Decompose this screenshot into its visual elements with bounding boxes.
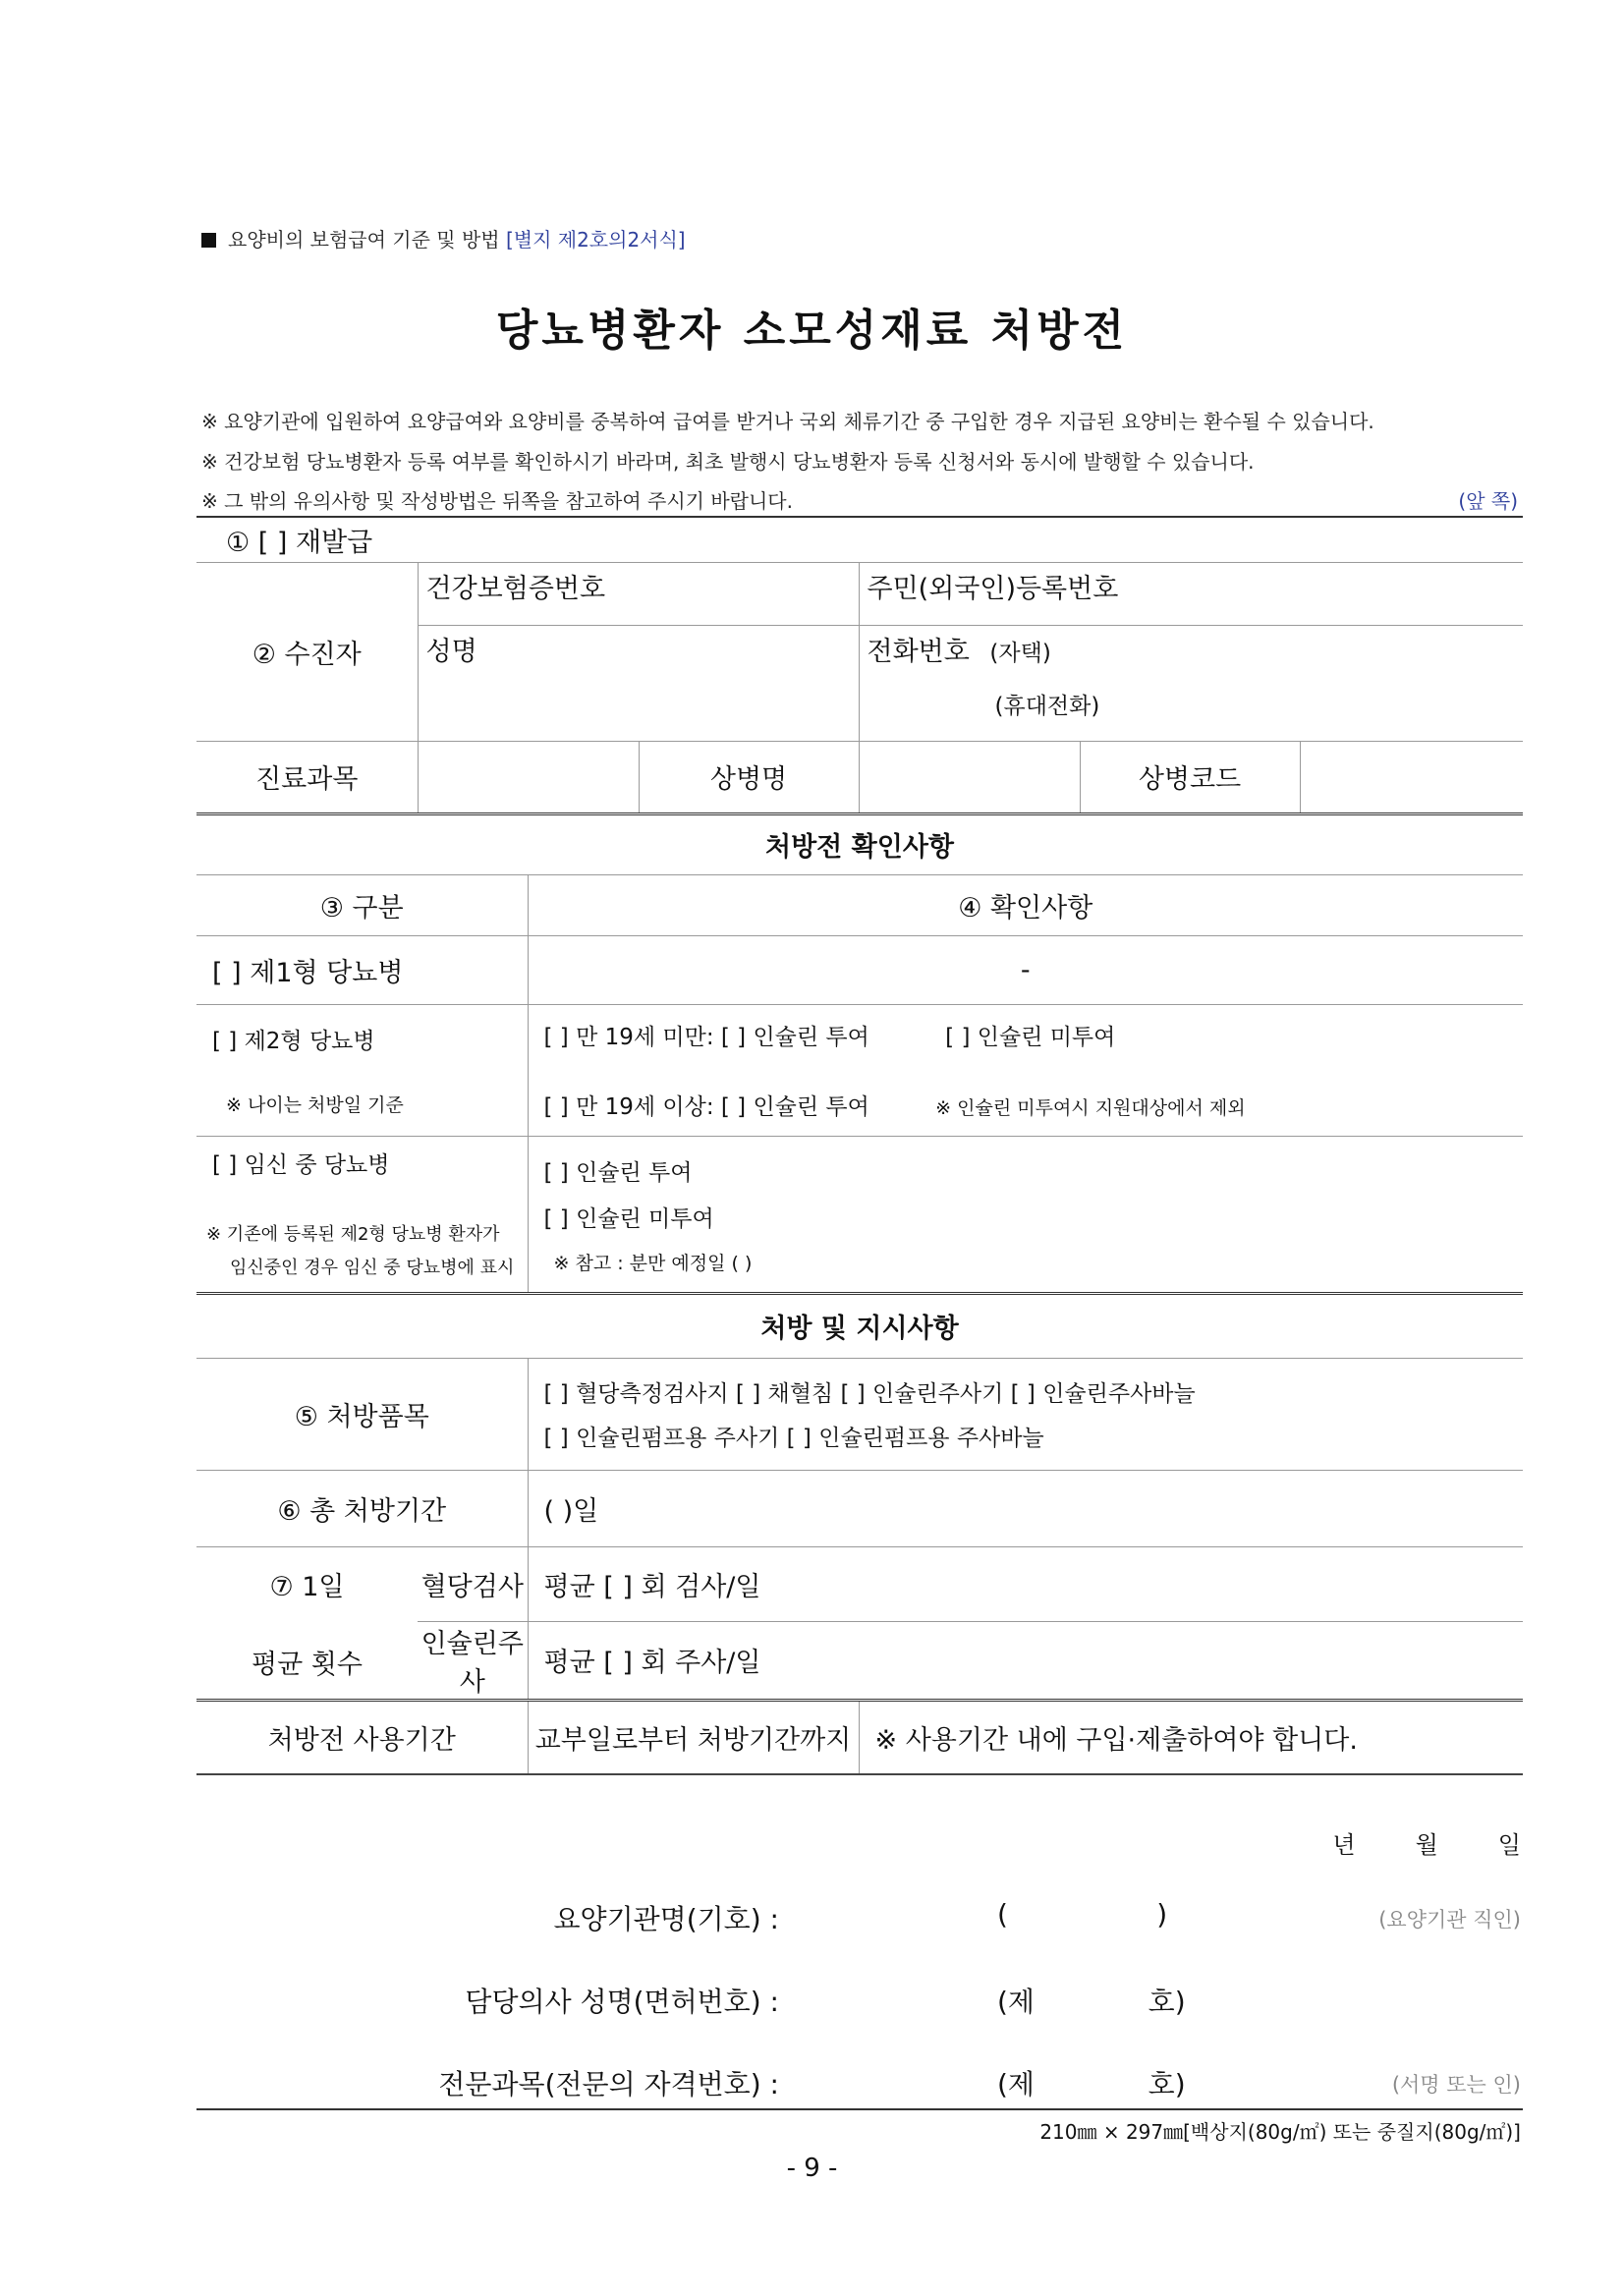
dept-label: 진료과목: [196, 741, 418, 813]
under19-checkbox[interactable]: [ ] 만 19세 미만: [ ] 인슐린 투여: [543, 1025, 869, 1050]
period-field[interactable]: ( )일: [528, 1470, 1523, 1546]
period-label: ⑥ 총 처방기간: [196, 1470, 528, 1546]
confirm-col-details: ④ 확인사항: [528, 874, 1523, 935]
signature-note: (서명 또는 인): [1391, 2073, 1521, 2097]
disease-code-field[interactable]: [1300, 741, 1523, 813]
glucose-label: 혈당검사: [418, 1546, 528, 1621]
institution-label: 요양기관명(기호) :: [553, 1903, 779, 1935]
pregnancy-checkbox[interactable]: [ ] 임신 중 당뇨병: [212, 1151, 390, 1178]
over19-option: [544, 1089, 1524, 1121]
preg-insulin-checkbox[interactable]: [ ] 인슐린 투여: [543, 1159, 693, 1186]
phone-mobile-label: (휴대전화): [994, 693, 1100, 719]
institution-field[interactable]: ( ): [997, 1898, 1168, 1931]
form-header: [201, 224, 686, 252]
notice-line: ※ 건강보험 당뇨병환자 등록 여부를 확인하시기 바라며, 최초 발행시 당뇨병환자 등록 신청서와 동시에 발행할 수 있습니다.: [201, 450, 1255, 474]
prescription-section-title: 처방 및 지시사항: [196, 1293, 1523, 1358]
phone-field[interactable]: [859, 625, 1523, 741]
daily-label-2: 평균 횟수: [252, 1649, 363, 1680]
institution-seal-note: (요양기관 직인): [1378, 1908, 1521, 1932]
items-label: ⑤ 처방품목: [196, 1358, 528, 1470]
specialty-label: 전문과목(전문의 자격번호) :: [438, 2068, 779, 2100]
over19-note: ※ 인슐린 미투여시 지원대상에서 제외: [935, 1097, 1246, 1119]
items-checkbox-row-1[interactable]: [ ] 혈당측정검사지 [ ] 채혈침 [ ] 인슐린주사기 [ ] 인슐린주사바늘: [543, 1381, 1196, 1407]
usage-label: 처방전 사용기간: [196, 1700, 528, 1774]
header-text: 요양비의 보험급여 기준 및 방법: [228, 228, 500, 252]
insulin-count-field[interactable]: 평균 [ ] 회 주사/일: [528, 1621, 1523, 1700]
phone-label: 전화번호: [867, 636, 970, 667]
disease-code-label: 상병코드: [1080, 741, 1300, 813]
dept-field[interactable]: [418, 741, 639, 813]
front-side-label: (앞 쪽): [1458, 489, 1518, 513]
over19-checkbox[interactable]: [ ] 만 19세 이상: [ ] 인슐린 투여: [543, 1094, 869, 1120]
type2-checkbox[interactable]: [ ] 제2형 당뇨병: [212, 1029, 375, 1054]
type1-checkbox[interactable]: [ ] 제1형 당뇨병: [196, 935, 528, 1004]
form-number: [별지 제2호의2서식]: [505, 228, 686, 252]
notice-line: ※ 그 밖의 유의사항 및 작성방법은 뒤쪽을 참고하여 주시기 바랍니다.: [201, 489, 793, 513]
confirm-col-category: ③ 구분: [196, 874, 528, 935]
phone-home-label: (자택): [989, 640, 1051, 666]
prescription-form: [196, 516, 1523, 1775]
square-bullet-icon: [201, 233, 216, 248]
confirm-section-title: 처방전 확인사항: [196, 813, 1523, 874]
pregnancy-note-2: 임신중인 경우 임신 중 당뇨병에 표시: [230, 1257, 515, 1278]
pregnancy-note-1: ※ 기존에 등록된 제2형 당뇨병 환자가: [206, 1223, 500, 1245]
insulin-label: 인슐린주사: [418, 1621, 528, 1700]
insurance-no-field[interactable]: [418, 562, 859, 625]
under19-option: [544, 1019, 1524, 1051]
issue-date-field[interactable]: 년 월 일: [1332, 1831, 1521, 1859]
age-note: ※ 나이는 처방일 기준: [226, 1094, 404, 1116]
preg-no-insulin-checkbox[interactable]: [ ] 인슐린 미투여: [543, 1205, 714, 1232]
usage-note: ※ 사용기간 내에 구입·제출하여야 합니다.: [859, 1700, 1523, 1774]
disease-field[interactable]: [859, 741, 1080, 813]
patient-label: ② 수진자: [196, 562, 418, 741]
doctor-label: 담당의사 성명(면허번호) :: [465, 1986, 779, 2018]
page-number: - 9 -: [786, 2154, 838, 2183]
name-field[interactable]: [418, 625, 859, 741]
daily-label-1: ⑦ 1일: [269, 1571, 345, 1602]
page-title: 당뇨병환자 소모성재료 처방전: [495, 306, 1129, 356]
license-no-field[interactable]: (제 호): [997, 1986, 1186, 2018]
resident-no-label: 주민(외국인)등록번호: [867, 573, 1119, 604]
specialist-no-field[interactable]: (제 호): [997, 2068, 1186, 2100]
insurance-no-label: 건강보험증번호: [425, 573, 606, 604]
disease-label: 상병명: [639, 741, 859, 813]
reissue-checkbox[interactable]: ① [ ] 재발급: [196, 517, 1523, 562]
paper-spec: 210㎜ × 297㎜[백상지(80g/㎡) 또는 중질지(80g/㎡)]: [1039, 2120, 1521, 2144]
type1-value: -: [528, 935, 1523, 1004]
resident-no-field[interactable]: [859, 562, 1523, 625]
items-checkbox-row-2[interactable]: [ ] 인슐린펌프용 주사기 [ ] 인슐린펌프용 주사바늘: [543, 1426, 1044, 1451]
notice-line: ※ 요양기관에 입원하여 요양급여와 요양비를 중복하여 급여를 받거나 국외 체류기간 중 구입한 경우 지급된 요양비는 환수될 수 있습니다.: [201, 410, 1374, 433]
due-date-field[interactable]: ※ 참고 : 분만 예정일 ( ): [553, 1252, 753, 1274]
glucose-count-field[interactable]: 평균 [ ] 회 검사/일: [528, 1546, 1523, 1621]
under19-no-insulin-checkbox[interactable]: [ ] 인슐린 미투여: [945, 1025, 1116, 1050]
name-label: 성명: [425, 636, 477, 667]
bottom-divider: [196, 2108, 1523, 2110]
usage-value: 교부일로부터 처방기간까지: [528, 1700, 859, 1774]
